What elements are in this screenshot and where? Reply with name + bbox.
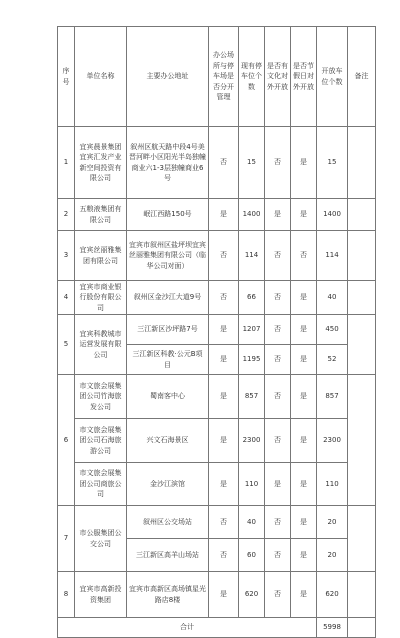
cell-address: 叙州区航天路中段4号美晋河畔小区阳光半岛独幢商业六1-3层独幢商业6号 xyxy=(127,127,209,199)
cell-culture: 否 xyxy=(265,127,291,199)
cell-spaces: 114 xyxy=(239,231,265,281)
cell-address: 叙州区金沙江大道9号 xyxy=(127,281,209,315)
cell-split: 否 xyxy=(209,506,239,539)
cell-holiday: 是 xyxy=(291,539,317,572)
cell-split: 是 xyxy=(209,199,239,231)
cell-address: 蜀南客中心 xyxy=(127,375,209,419)
table-row xyxy=(58,375,376,419)
cell-open-spaces: 114 xyxy=(317,231,348,281)
cell-note xyxy=(348,231,376,281)
cell-address: 宜宾市叙州区盐坪坝宜宾丝丽雅集团有限公司（临华公司对面） xyxy=(127,231,209,281)
cell-holiday: 是 xyxy=(291,375,317,419)
cell-open-spaces: 40 xyxy=(317,281,348,315)
total-row xyxy=(58,618,376,638)
table-row xyxy=(58,231,376,281)
cell-split: 是 xyxy=(209,315,239,345)
cell-culture: 否 xyxy=(265,231,291,281)
cell-open-spaces: 450 xyxy=(317,315,348,345)
cell-unit: 宜宾市高新投资集团 xyxy=(75,572,127,618)
parking-table xyxy=(57,26,376,638)
total-note xyxy=(348,618,376,638)
cell-split: 否 xyxy=(209,231,239,281)
cell-unit: 市文旅会展集团公司竹海旅发公司 xyxy=(75,375,127,419)
cell-address: 兴文石海景区 xyxy=(127,419,209,463)
cell-spaces: 66 xyxy=(239,281,265,315)
cell-culture: 否 xyxy=(265,375,291,419)
cell-culture: 是 xyxy=(265,199,291,231)
cell-split: 是 xyxy=(209,463,239,506)
table-row xyxy=(58,419,376,463)
table-row xyxy=(58,127,376,199)
cell-holiday: 是 xyxy=(291,315,317,345)
cell-unit: 五粮液集团有限公司 xyxy=(75,199,127,231)
cell-unit: 市文旅会展集团公司商旅公司 xyxy=(75,463,127,506)
header-open-spaces: 开放车位个数 xyxy=(317,27,348,127)
cell-split: 是 xyxy=(209,572,239,618)
cell-culture: 否 xyxy=(265,315,291,345)
cell-split: 是 xyxy=(209,345,239,375)
cell-unit: 宜宾晨景集团宜宾汇发产业新空间投资有限公司 xyxy=(75,127,127,199)
cell-seq: 3 xyxy=(58,231,75,281)
cell-spaces: 60 xyxy=(239,539,265,572)
cell-unit: 宜宾市商业银行股份有限公司 xyxy=(75,281,127,315)
cell-seq: 4 xyxy=(58,281,75,315)
cell-split: 否 xyxy=(209,127,239,199)
cell-spaces: 15 xyxy=(239,127,265,199)
cell-address: 三江新区沙坪路7号 xyxy=(127,315,209,345)
table-row xyxy=(58,199,376,231)
total-label: 合计 xyxy=(58,618,317,638)
cell-note xyxy=(348,281,376,315)
cell-note xyxy=(348,127,376,199)
cell-culture: 否 xyxy=(265,345,291,375)
cell-spaces: 1195 xyxy=(239,345,265,375)
table-row xyxy=(58,463,376,506)
cell-note xyxy=(348,572,376,618)
cell-spaces: 110 xyxy=(239,463,265,506)
cell-holiday: 是 xyxy=(291,345,317,375)
cell-address: 岷江西路150号 xyxy=(127,199,209,231)
header-culture: 是否有文化对外开放 xyxy=(265,27,291,127)
cell-culture: 否 xyxy=(265,281,291,315)
cell-seq: 6 xyxy=(58,375,75,506)
cell-note xyxy=(348,199,376,231)
header-address: 主要办公地址 xyxy=(127,27,209,127)
header-holiday: 是否节假日对外开放 xyxy=(291,27,317,127)
cell-seq: 2 xyxy=(58,199,75,231)
cell-open-spaces: 52 xyxy=(317,345,348,375)
cell-address: 宜宾市高新区高场镇星光路店8楼 xyxy=(127,572,209,618)
cell-open-spaces: 857 xyxy=(317,375,348,419)
cell-address: 金沙江滨馆 xyxy=(127,463,209,506)
cell-culture: 否 xyxy=(265,572,291,618)
cell-holiday: 否 xyxy=(291,231,317,281)
cell-spaces: 1207 xyxy=(239,315,265,345)
cell-split: 是 xyxy=(209,375,239,419)
cell-culture: 否 xyxy=(265,419,291,463)
cell-address: 三江新区科教·公元B项目 xyxy=(127,345,209,375)
table-row xyxy=(58,315,376,345)
cell-open-spaces: 2300 xyxy=(317,419,348,463)
table-row xyxy=(58,281,376,315)
cell-unit: 宜宾科教城市运营发展有限公司 xyxy=(75,315,127,375)
table-row xyxy=(58,572,376,618)
cell-open-spaces: 110 xyxy=(317,463,348,506)
table-row xyxy=(58,506,376,539)
header-seq: 序号 xyxy=(58,27,75,127)
cell-culture: 是 xyxy=(265,463,291,506)
header-unit: 单位名称 xyxy=(75,27,127,127)
cell-unit: 市文旅会展集团公司石海旅游公司 xyxy=(75,419,127,463)
cell-open-spaces: 20 xyxy=(317,506,348,539)
header-row xyxy=(58,27,376,127)
cell-note xyxy=(348,315,376,375)
header-split: 办公场所与停车场是否分开管理 xyxy=(209,27,239,127)
cell-seq: 8 xyxy=(58,572,75,618)
cell-seq: 5 xyxy=(58,315,75,375)
cell-spaces: 857 xyxy=(239,375,265,419)
cell-spaces: 40 xyxy=(239,506,265,539)
cell-holiday: 是 xyxy=(291,419,317,463)
cell-open-spaces: 20 xyxy=(317,539,348,572)
cell-holiday: 是 xyxy=(291,281,317,315)
cell-open-spaces: 15 xyxy=(317,127,348,199)
cell-seq: 1 xyxy=(58,127,75,199)
cell-address: 叙州区公交场站 xyxy=(127,506,209,539)
cell-open-spaces: 620 xyxy=(317,572,348,618)
cell-unit: 市公服集团公交公司 xyxy=(75,506,127,572)
cell-holiday: 是 xyxy=(291,199,317,231)
cell-culture: 否 xyxy=(265,539,291,572)
cell-split: 是 xyxy=(209,419,239,463)
cell-spaces: 2300 xyxy=(239,419,265,463)
cell-spaces: 1400 xyxy=(239,199,265,231)
cell-holiday: 是 xyxy=(291,506,317,539)
header-note: 备注 xyxy=(348,27,376,127)
cell-unit: 宜宾丝丽雅集团有限公司 xyxy=(75,231,127,281)
total-value: 5998 xyxy=(317,618,348,638)
cell-holiday: 是 xyxy=(291,127,317,199)
cell-note xyxy=(348,506,376,572)
cell-split: 否 xyxy=(209,281,239,315)
cell-culture: 否 xyxy=(265,506,291,539)
cell-holiday: 是 xyxy=(291,463,317,506)
cell-split: 否 xyxy=(209,539,239,572)
cell-open-spaces: 1400 xyxy=(317,199,348,231)
cell-spaces: 620 xyxy=(239,572,265,618)
cell-address: 三江新区高羊山场站 xyxy=(127,539,209,572)
cell-seq: 7 xyxy=(58,506,75,572)
cell-holiday: 是 xyxy=(291,572,317,618)
cell-note xyxy=(348,375,376,506)
header-spaces: 现有停车位个数 xyxy=(239,27,265,127)
